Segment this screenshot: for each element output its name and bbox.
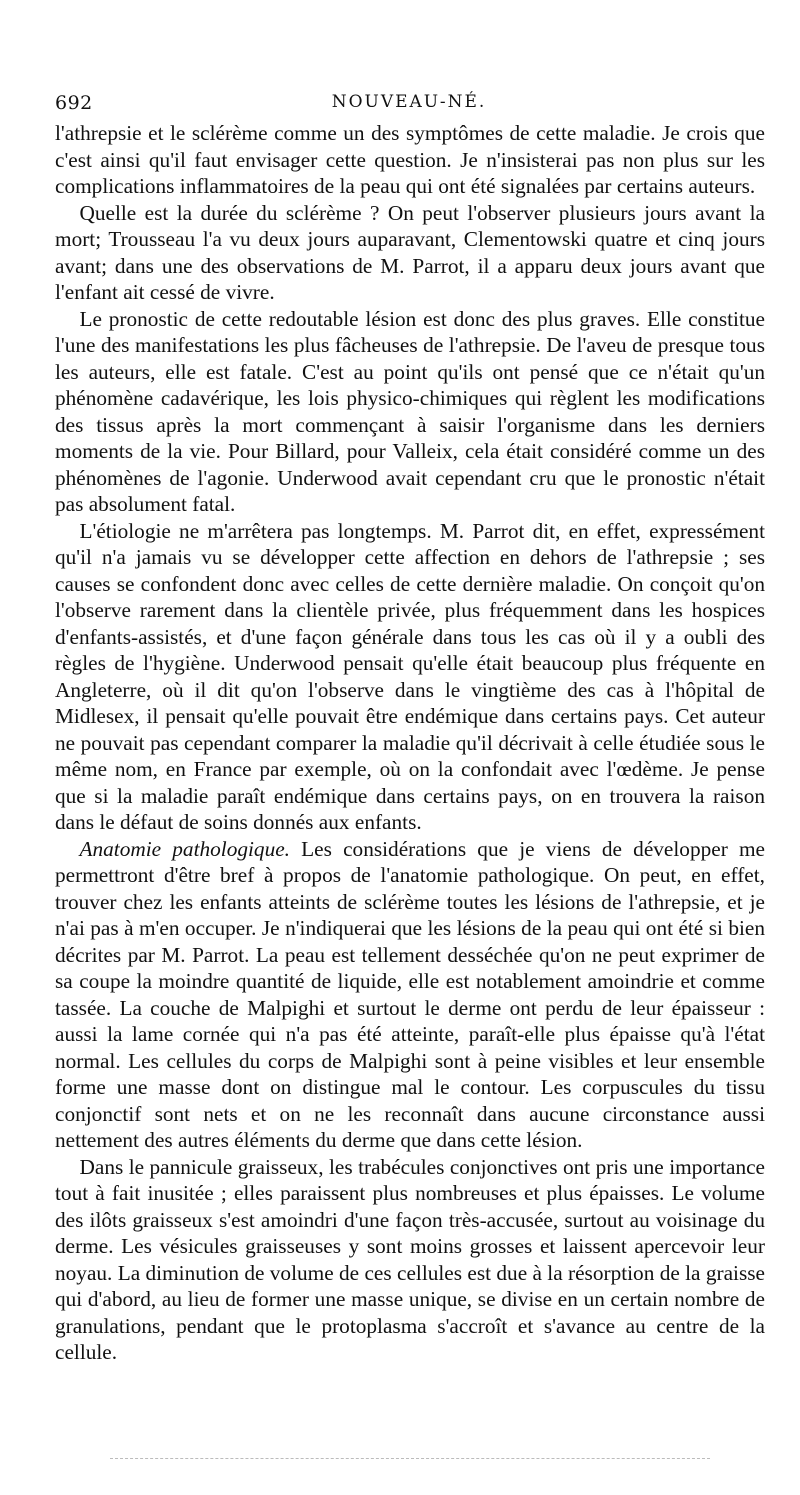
paragraph-text: Quelle est la durée du sclérème ? On peut l'observer plusieurs jours avant la mort; Trousseau l'a vu deux jours auparavant, Clementowski quatre et cinq jours avant; dans une des observations de M. Parrot, il a apparu deux jours avant que l'enfant ait cessé de vivre. (55, 200, 765, 304)
page-number: 692 (55, 92, 93, 114)
paragraph-text: l'athrepsie et le sclérème comme un des symptômes de cette maladie. Je crois que c'est ainsi qu'il faut envisager cette question. Je n'insisterai pas non plus sur les complications inflammatoires de la peau qui ont été signalées par certains auteurs. (55, 121, 765, 198)
paragraph-text: Les considérations que je viens de développer me permettront d'être bref à propos de l'anatomie pathologique. On peut, en effet, trouver chez les enfants atteints de sclérème toutes les lésions de l'athrepsie, et je n'ai pas à m'en occuper. Je n'indiquerai que les lésions de la peau qui ont été si bien décrites par M. Parrot. La peau est tellement desséchée qu'on ne peut exprimer de sa coupe la moindre quantité de liquide, elle est notablement amoindrie et comme tassée. La couche de Malpighi et surtout le derme ont perdu de leur épaisseur : aussi la lame cornée qui n'a pas été atteinte, paraît-elle plus épaisse qu'à l'état normal. Les cellules du corps de Malpighi sont à peine visibles et leur ensemble forme une masse dont on distingue mal le contour. Les corpuscules du tissu conjonctif sont nets et on ne les reconnaît dans aucune circonstance aussi nettement des autres éléments du derme que dans cette lésion. (55, 836, 765, 1152)
body-text (55, 120, 765, 1366)
paragraph (55, 1154, 765, 1366)
page-header (55, 92, 763, 122)
paragraph (55, 306, 765, 518)
paragraph (55, 836, 765, 1154)
paragraph-text: Dans le pannicule graisseux, les trabécules conjonctives ont pris une importance tout à fait inusitée ; elles paraissent plus nombreuses et plus épaisses. Le volume des ilôts graisseux s'est amoindri d'une façon très-accusée, surtout au voisinage du derme. Les vésicules graisseuses y sont moins grosses et laissent apercevoir leur noyau. La diminution de volume de ces cellules est due à la résorption de la graisse qui d'abord, au lieu de former une masse unique, se divise en un certain nombre de granulations, pendant que le protoplasma s'accroît et s'avance au centre de la cellule. (55, 1154, 765, 1364)
paragraph-text: Le pronostic de cette redoutable lésion est donc des plus graves. Elle constitue l'une des manifestations les plus fâcheuses de l'athrepsie. De l'aveu de presque tous les auteurs, elle est fatale. C'est au point qu'ils ont pensé que ce n'était qu'un phénomène cadavérique, les lois physico-chimiques qui règlent les modifications des tissus après la mort commençant à saisir l'organisme dans les derniers moments de la vie. Pour Billard, pour Valleix, cela était considéré comme un des phénomènes de l'agonie. Underwood avait cependant cru que le pronostic n'était pas absolument fatal. (55, 306, 765, 516)
paragraph (55, 518, 765, 836)
paragraph (55, 120, 765, 200)
paragraph (55, 200, 765, 306)
footer-rule (110, 1458, 710, 1459)
running-title: NOUVEAU-NÉ. (331, 92, 487, 112)
paragraph-text: L'étiologie ne m'arrêtera pas longtemps. M. Parrot dit, en effet, expressément qu'il n'a jamais vu se développer cette affection en dehors de l'athrepsie ; ses causes se confondent donc avec celles de cette dernière maladie. On conçoit qu'on l'observe rarement dans la clientèle privée, plus fréquemment dans les hospices d'enfants-assistés, et d'une façon générale dans tous les cas où il y a oubli des règles de l'hygiène. Underwood pensait qu'elle était beaucoup plus fréquente en Angleterre, où il dit qu'on l'observe dans le vingtième des cas à l'hôpital de Midlesex, il pensait qu'elle pouvait être endémique dans certains pays. Cet auteur ne pouvait pas cependant comparer la maladie qu'il décrivait à celle étudiée sous le même nom, en France par exemple, où on la confondait avec l'œdème. Je pense que si la maladie paraît endémique dans certains pays, on en trouvera la raison dans le défaut de soins donnés aux enfants. (55, 518, 765, 834)
section-lead: Anatomie pathologique. (79, 836, 290, 861)
